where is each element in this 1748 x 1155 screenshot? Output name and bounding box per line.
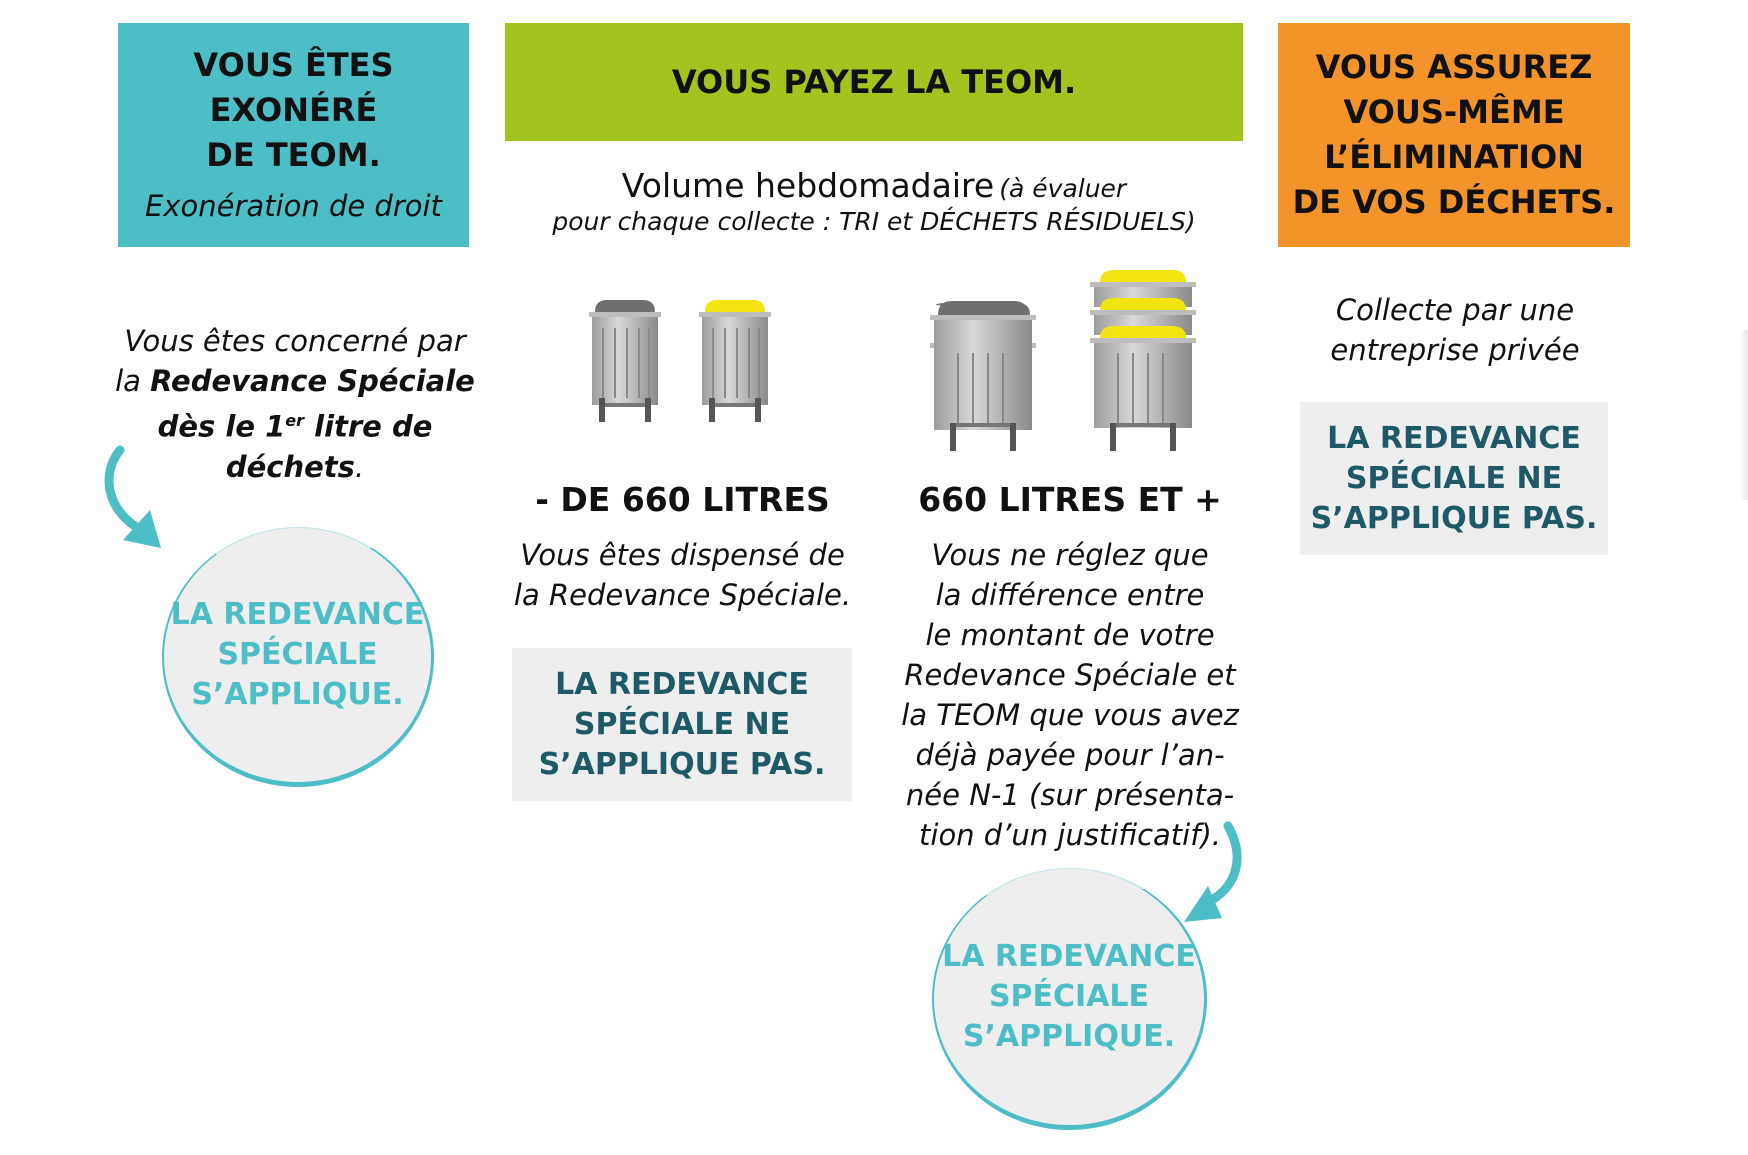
text-bold: Redevance Spéciale (150, 364, 475, 398)
text-bold: déchets (225, 449, 355, 484)
result-line: LA REDEVANCE (170, 597, 425, 632)
result-line: LA REDEVANCE (555, 666, 809, 702)
desc-line: la TEOM que vous avez (901, 698, 1239, 732)
desc-line: tion d’un justificatif). (919, 818, 1221, 852)
small-volume-title: - DE 660 LITRES (535, 480, 830, 519)
desc-line: Collecte par une (1335, 293, 1575, 327)
edge-shadow (1740, 330, 1748, 500)
bin-stack-yellow-lid-icon (1088, 268, 1198, 453)
small-volume-description (505, 535, 860, 615)
header-exempt-subtitle: Exonération de droit (145, 188, 442, 223)
result-line: SPÉCIALE NE (1345, 460, 1563, 496)
header-teom-label: VOUS PAYEZ LA TEOM. (671, 63, 1077, 101)
volume-line2: pour chaque collecte : TRI et DÉCHETS RÉSIDUELS) (552, 207, 1196, 236)
bin-yellow-lid-icon (695, 298, 775, 426)
result-line: S’APPLIQUE PAS. (538, 746, 826, 782)
superscript: er (285, 411, 305, 430)
desc-line: Redevance Spéciale et (904, 658, 1236, 692)
header-exempt (118, 23, 469, 247)
header-exempt-line: EXONÉRÉ (209, 90, 378, 129)
desc-line: la Redevance Spéciale. (513, 578, 852, 612)
desc-line: le montant de votre (925, 618, 1215, 652)
bin-stack-grey-lid-icon (928, 273, 1038, 453)
bins-large (928, 268, 1198, 453)
header-private-line: DE VOS DÉCHETS. (1292, 183, 1616, 221)
bins-small (585, 298, 775, 426)
header-private-line: VOUS-MÊME (1343, 93, 1565, 131)
private-description (1290, 290, 1620, 370)
curved-arrow-icon (98, 440, 178, 555)
large-volume-title: 660 LITRES ET + (918, 480, 1222, 519)
bin-grey-lid-icon (585, 298, 665, 426)
volume-note: (à évaluer (999, 174, 1127, 203)
header-exempt-line: DE TEOM. (206, 135, 381, 174)
header-private (1278, 23, 1630, 247)
desc-line: Vous ne réglez que (931, 538, 1209, 572)
result-box-not-applies-private (1300, 402, 1608, 555)
desc-line: née N-1 (sur présenta- (905, 778, 1235, 812)
desc-line: entreprise privée (1330, 333, 1580, 367)
result-box-not-applies-small (512, 648, 852, 801)
curved-arrow-icon (1178, 818, 1258, 933)
large-volume-description (880, 535, 1260, 855)
result-circle-applies-large (932, 868, 1207, 1130)
result-line: SPÉCIALE (988, 979, 1150, 1014)
result-line: S’APPLIQUE PAS. (1310, 500, 1598, 536)
header-private-line: L’ÉLIMINATION (1324, 138, 1584, 176)
volume-caption (505, 166, 1243, 236)
desc-line: déjà payée pour l’an- (915, 738, 1225, 772)
header-private-line: VOUS ASSUREZ (1315, 48, 1593, 86)
exempt-desc-line (110, 361, 480, 401)
header-exempt-line: VOUS ÊTES (193, 45, 394, 84)
text-fragment: la (115, 364, 151, 398)
result-line: LA REDEVANCE (1327, 420, 1581, 456)
result-line: SPÉCIALE (217, 637, 378, 672)
text-bold: litre de (304, 409, 433, 444)
volume-main: Volume hebdomadaire (621, 166, 995, 205)
result-line: S’APPLIQUE. (962, 1019, 1176, 1054)
desc-line: Vous êtes dispensé de (520, 538, 845, 572)
exempt-desc-line: Vous êtes concerné par (124, 324, 466, 358)
header-teom (505, 23, 1243, 141)
result-line: S’APPLIQUE. (191, 677, 404, 712)
result-line: LA REDEVANCE (942, 939, 1196, 974)
desc-line: la différence entre (935, 578, 1205, 612)
result-circle-applies-exempt (162, 527, 434, 787)
text-bold: dès le 1 (157, 409, 286, 444)
text-fragment: . (354, 449, 365, 484)
result-line: SPÉCIALE NE (573, 706, 791, 742)
